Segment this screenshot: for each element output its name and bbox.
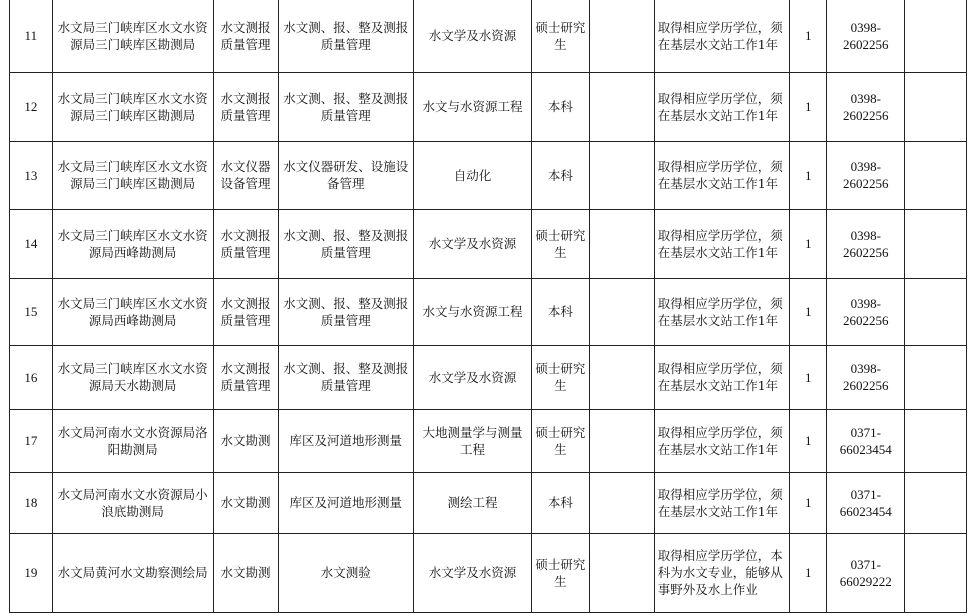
count-cell: 1 <box>790 209 827 278</box>
duty-cell: 水文测、报、整及测报质量管理 <box>278 72 413 141</box>
count-cell: 1 <box>790 141 827 209</box>
duty-cell: 水文测、报、整及测报质量管理 <box>278 209 413 278</box>
requirement-cell: 取得相应学历学位，须在基层水文站工作1年 <box>654 278 789 345</box>
row-number-cell: 19 <box>10 533 53 612</box>
blank-cell <box>905 141 967 209</box>
table-row <box>10 472 967 533</box>
blank-cell <box>905 0 967 72</box>
duty-cell: 水文测、报、整及测报质量管理 <box>278 0 413 72</box>
major-cell: 水文学及水资源 <box>413 209 531 278</box>
count-cell: 1 <box>790 533 827 612</box>
blank-cell <box>589 533 654 612</box>
post-cell: 水文勘测 <box>213 472 278 533</box>
duty-cell: 库区及河道地形测量 <box>278 409 413 472</box>
unit-cell: 水文局三门峡库区水文水资源局三门峡库区勘测局 <box>52 141 213 209</box>
requirement-cell: 取得相应学历学位，须在基层水文站工作1年 <box>654 0 789 72</box>
major-cell: 水文与水资源工程 <box>413 278 531 345</box>
requirement-cell: 取得相应学历学位，须在基层水文站工作1年 <box>654 72 789 141</box>
major-cell: 水文学及水资源 <box>413 533 531 612</box>
blank-cell <box>589 72 654 141</box>
blank-cell <box>589 209 654 278</box>
blank-cell <box>589 278 654 345</box>
table-row <box>10 409 967 472</box>
major-cell: 水文学及水资源 <box>413 345 531 409</box>
requirement-cell: 取得相应学历学位，须在基层水文站工作1年 <box>654 409 789 472</box>
phone-cell: 0398-2602256 <box>827 141 905 209</box>
requirement-cell: 取得相应学历学位，须在基层水文站工作1年 <box>654 472 789 533</box>
row-number-cell: 14 <box>10 209 53 278</box>
education-cell: 本科 <box>532 141 590 209</box>
phone-cell: 0398-2602256 <box>827 278 905 345</box>
row-number-cell: 17 <box>10 409 53 472</box>
post-cell: 水文勘测 <box>213 533 278 612</box>
recruitment-table <box>9 0 967 613</box>
phone-cell: 0371-66029222 <box>827 533 905 612</box>
phone-cell: 0371-66023454 <box>827 472 905 533</box>
phone-cell: 0398-2602256 <box>827 72 905 141</box>
table-row <box>10 141 967 209</box>
count-cell: 1 <box>790 0 827 72</box>
unit-cell: 水文局三门峡库区水文水资源局西峰勘测局 <box>52 278 213 345</box>
table-row <box>10 209 967 278</box>
blank-cell <box>905 533 967 612</box>
blank-cell <box>905 278 967 345</box>
row-number-cell: 13 <box>10 141 53 209</box>
blank-cell <box>589 472 654 533</box>
phone-cell: 0371-66023454 <box>827 409 905 472</box>
blank-cell <box>905 472 967 533</box>
education-cell: 本科 <box>532 472 590 533</box>
major-cell: 水文与水资源工程 <box>413 72 531 141</box>
row-number-cell: 18 <box>10 472 53 533</box>
education-cell: 硕士研究生 <box>532 0 590 72</box>
duty-cell: 水文仪器研发、设施设备管理 <box>278 141 413 209</box>
education-cell: 硕士研究生 <box>532 533 590 612</box>
duty-cell: 水文测、报、整及测报质量管理 <box>278 345 413 409</box>
unit-cell: 水文局三门峡库区水文水资源局天水勘测局 <box>52 345 213 409</box>
duty-cell: 水文测验 <box>278 533 413 612</box>
post-cell: 水文测报质量管理 <box>213 278 278 345</box>
major-cell: 测绘工程 <box>413 472 531 533</box>
blank-cell <box>905 409 967 472</box>
row-number-cell: 12 <box>10 72 53 141</box>
count-cell: 1 <box>790 409 827 472</box>
post-cell: 水文仪器设备管理 <box>213 141 278 209</box>
post-cell: 水文勘测 <box>213 409 278 472</box>
table-row <box>10 345 967 409</box>
unit-cell: 水文局河南水文水资源局小浪底勘测局 <box>52 472 213 533</box>
table-row <box>10 533 967 612</box>
phone-cell: 0398-2602256 <box>827 0 905 72</box>
count-cell: 1 <box>790 278 827 345</box>
blank-cell <box>905 209 967 278</box>
requirement-cell: 取得相应学历学位，须在基层水文站工作1年 <box>654 141 789 209</box>
duty-cell: 水文测、报、整及测报质量管理 <box>278 278 413 345</box>
post-cell: 水文测报质量管理 <box>213 209 278 278</box>
major-cell: 水文学及水资源 <box>413 0 531 72</box>
table-body <box>10 0 967 612</box>
requirement-cell: 取得相应学历学位，须在基层水文站工作1年 <box>654 345 789 409</box>
table-row <box>10 72 967 141</box>
unit-cell: 水文局河南水文水资源局洛阳勘测局 <box>52 409 213 472</box>
unit-cell: 水文局三门峡库区水文水资源局西峰勘测局 <box>52 209 213 278</box>
count-cell: 1 <box>790 72 827 141</box>
post-cell: 水文测报质量管理 <box>213 72 278 141</box>
count-cell: 1 <box>790 345 827 409</box>
blank-cell <box>589 0 654 72</box>
requirement-cell: 取得相应学历学位，本科为水文专业，能够从事野外及水上作业 <box>654 533 789 612</box>
education-cell: 硕士研究生 <box>532 345 590 409</box>
row-number-cell: 11 <box>10 0 53 72</box>
row-number-cell: 15 <box>10 278 53 345</box>
major-cell: 自动化 <box>413 141 531 209</box>
education-cell: 本科 <box>532 72 590 141</box>
education-cell: 硕士研究生 <box>532 409 590 472</box>
duty-cell: 库区及河道地形测量 <box>278 472 413 533</box>
major-cell: 大地测量学与测量工程 <box>413 409 531 472</box>
requirement-cell: 取得相应学历学位，须在基层水文站工作1年 <box>654 209 789 278</box>
blank-cell <box>905 345 967 409</box>
post-cell: 水文测报质量管理 <box>213 0 278 72</box>
phone-cell: 0398-2602256 <box>827 209 905 278</box>
blank-cell <box>589 409 654 472</box>
count-cell: 1 <box>790 472 827 533</box>
unit-cell: 水文局三门峡库区水文水资源局三门峡库区勘测局 <box>52 72 213 141</box>
education-cell: 硕士研究生 <box>532 209 590 278</box>
unit-cell: 水文局三门峡库区水文水资源局三门峡库区勘测局 <box>52 0 213 72</box>
post-cell: 水文测报质量管理 <box>213 345 278 409</box>
phone-cell: 0398-2602256 <box>827 345 905 409</box>
unit-cell: 水文局黄河水文勘察测绘局 <box>52 533 213 612</box>
education-cell: 本科 <box>532 278 590 345</box>
blank-cell <box>589 345 654 409</box>
blank-cell <box>905 72 967 141</box>
table-row <box>10 278 967 345</box>
row-number-cell: 16 <box>10 345 53 409</box>
table-row <box>10 0 967 72</box>
blank-cell <box>589 141 654 209</box>
